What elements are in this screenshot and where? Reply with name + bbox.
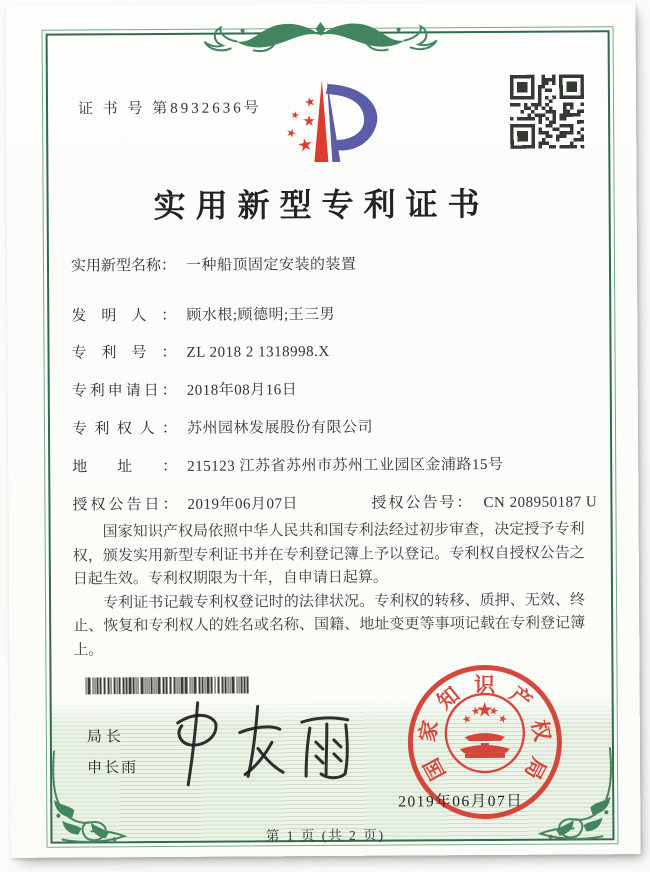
field-value: 2018年08月16日 <box>186 382 298 399</box>
field-label: 专利申请日： <box>71 382 177 400</box>
national-emblem-icon <box>443 691 528 776</box>
field-row-patentee <box>72 415 602 440</box>
director-title: 局长 <box>86 729 125 746</box>
field-value: 2019年06月07日 <box>187 496 299 513</box>
seal-arc-text <box>403 661 565 785</box>
field-row-inventors <box>71 302 601 327</box>
certificate-number: 证 书 号 第8932636号 <box>77 100 262 118</box>
field-row-grant <box>72 491 602 516</box>
legal-paragraph-2: 专利证书记载专利权登记时的法律状况。专利权的转移、质押、无效、终止、恢复和专利权人的姓名或名称、国籍、地址变更等事项记载在专利登记簿上。 <box>73 591 586 659</box>
field-value: 一种船顶固定安装的装置 <box>185 256 357 274</box>
legal-text-block <box>73 518 586 662</box>
field-value: 215123 江苏省苏州市苏州工业园区金浦路15号 <box>187 456 504 475</box>
field-label: 地址： <box>72 458 178 476</box>
seal-character: 产 <box>505 681 537 714</box>
legal-paragraph-1: 国家知识产权局依照中华人民共和国专利法经过初步审查，决定授予专利权，颁发实用新型专利证书并在专利登记簿上予以登记。专利权自授权公告之日起生效。专利权期限为十年，自申请日起算。 <box>72 521 585 588</box>
field-row-filing-date <box>72 377 602 402</box>
field-row-patent-number <box>71 339 601 364</box>
field-value: 顾水根;顾德明;王三男 <box>186 306 336 324</box>
qr-code-icon <box>510 74 584 148</box>
page-number: 第 1 页 (共 2 页) <box>265 827 386 844</box>
certificate-page <box>5 2 640 858</box>
field-value: CN 208950187 U <box>483 494 598 512</box>
seal-character: 局 <box>519 753 551 784</box>
field-row-name <box>71 252 601 277</box>
field-label: 授权公告日： <box>72 496 178 514</box>
top-flourish-ornament <box>195 17 445 55</box>
seal-character: 知 <box>432 682 465 715</box>
seal-character: 识 <box>473 672 496 698</box>
seal-character: 国 <box>419 754 451 785</box>
field-label: 发明人： <box>71 307 177 325</box>
seal-character: 家 <box>415 718 443 744</box>
field-value: 苏州园林发展股份有限公司 <box>186 419 374 437</box>
field-label: 实用新型名称： <box>70 257 177 275</box>
seal-date: 2019年06月07日 <box>398 792 524 811</box>
seal-character: 权 <box>526 717 555 744</box>
director-signature <box>160 692 376 799</box>
field-label: 专利权人： <box>71 420 178 438</box>
field-label: 授权公告号： <box>371 495 474 512</box>
certificate-title: 实用新型专利证书 <box>153 185 490 225</box>
director-name: 申长雨 <box>87 760 139 777</box>
field-label: 专利号： <box>71 344 177 362</box>
cnipa-logo-icon <box>264 74 391 171</box>
field-value: ZL 2018 2 1318998.X <box>186 343 330 361</box>
field-row-address <box>72 453 602 478</box>
